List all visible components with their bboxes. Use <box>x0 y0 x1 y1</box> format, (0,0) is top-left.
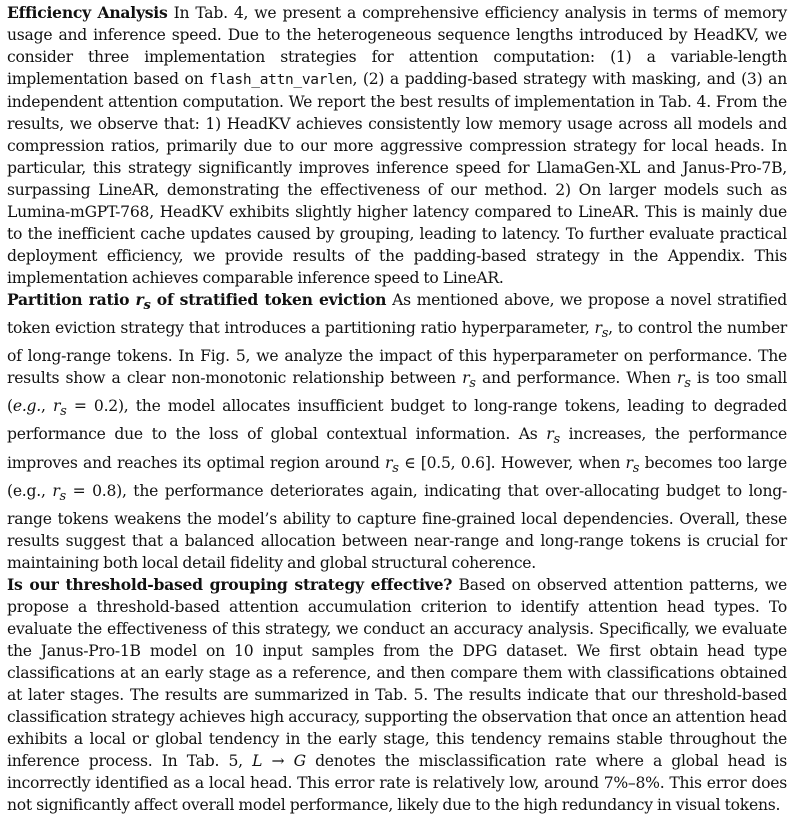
math-symbol: $r_s$ <box>135 290 151 314</box>
paragraph-text: ∈ [0.5, 0.6]. However, when <box>398 453 626 472</box>
paragraph-text: = 0.2), the model allocates insufficient budget to long-range tokens, leading to degraded performance due to the loss of global contextual information. As <box>7 397 787 444</box>
paragraph-text: is too small ( <box>7 369 788 416</box>
paragraph-text: increases, the performance improves and reaches its optimal region around <box>7 425 787 472</box>
paragraph-heading: Is our threshold-based grouping strategy effective? <box>7 574 453 594</box>
paragraph-text: denotes the misclassification rate where a global head is incorrectly identified as a local head. This error rate is relatively low, around 7%–8%. This error does not significantly affect overall model performance, likely due to the high redundancy in visual tokens. <box>7 751 787 814</box>
paragraph-text: Based on observed attention patterns, we propose a threshold-based attention accumulation criterion to identify attention head types. To evaluate the effectiveness of this strategy, we conduct an accuracy analysis. Specifically, we evaluate the Janus-Pro-1B model on 10 input samples from the DPG dataset. We first obtain head type classifications at an early stage as a reference, and then compare them with classifications obtained at later stages. The results are summarized in Tab. 5. The results indicate that our threshold-based classification strategy achieves high accuracy, supporting the observation that once an attention head exhibits a local or global tendency in the early stage, this tendency remains stable throughout the inference process. In Tab. 5, <box>7 575 787 770</box>
paragraph-efficiency-analysis <box>7 2 787 289</box>
math-expression: L → G <box>252 751 306 770</box>
math-symbol: $r_s$ <box>677 369 691 392</box>
paragraph-text: becomes too large (e.g., <box>7 453 787 500</box>
paragraph-text: , to control the number of long-range tokens. In Fig. 5, we analyze the impact of this hyperparameter on performance. The results show a clear non-monotonic relationship between <box>7 319 787 388</box>
math-symbol: $r_s$ <box>594 319 609 342</box>
paragraph-heading: Efficiency Analysis <box>7 3 168 22</box>
paragraph-text: , (2) a padding-based strategy with masking, and (3) an independent attention computation. We report the best results of implementation in Tab. 4. From the results, we observe that: 1) HeadKV achieves consistently low memory usage across all models and compression ratios, primarily due to our more aggressive compression strategy for local heads. In particular, this strategy significantly improves inference speed for LlamaGen-XL and Janus-Pro-7B, surpassing LineAR, demonstrating the effectiveness of our method. 2) On larger models such as Lumina-mGPT-768, HeadKV exhibits slightly higher latency compared to LineAR. This is mainly due to the inefficient cache updates caused by grouping, leading to latency. To further evaluate practical deployment efficiency, we provide results of the padding-based strategy in the Appendix. This implementation achieves comparable inference speed to LineAR. <box>7 70 787 287</box>
paragraph-text: As mentioned above, we propose a novel stratified token eviction strategy that introduces a partitioning ratio hyperparameter, <box>7 291 787 338</box>
math-symbol: $r_s$ <box>546 425 560 448</box>
paragraph-text: and performance. When <box>475 369 677 388</box>
paragraph-heading: Partition ratio $r_s$ of stratified token eviction <box>7 290 387 314</box>
math-symbol: $r_s$ <box>52 397 67 420</box>
math-symbol: $r_s$ <box>625 453 640 476</box>
paragraph-partition-ratio <box>7 289 787 574</box>
paragraph-threshold-grouping <box>7 574 787 816</box>
paragraph-text: , <box>40 397 53 416</box>
math-symbol: $r_s$ <box>385 453 399 476</box>
eg-abbrev: e.g. <box>12 397 41 416</box>
math-symbol: $r_s$ <box>52 481 66 504</box>
inline-code: flash_attn_varlen <box>209 72 353 88</box>
paragraph-text: = 0.8), the performance deteriorates again, indicating that over-allocating budget to long-range tokens weakens the model’s ability to capture fine-grained local dependencies. Overall, these results suggest that a balanced allocation between near-range and long-range tokens is crucial for maintaining both local detail fidelity and global structural coherence. <box>7 481 787 572</box>
math-symbol: $r_s$ <box>462 369 476 392</box>
paragraph-text: In Tab. 4, we present a comprehensive efficiency analysis in terms of memory usage and inference speed. Due to the heterogeneous sequence lengths introduced by HeadKV, we consider three implementation strategies for attention computation: (1) a variable-length implementation based on <box>7 4 787 88</box>
